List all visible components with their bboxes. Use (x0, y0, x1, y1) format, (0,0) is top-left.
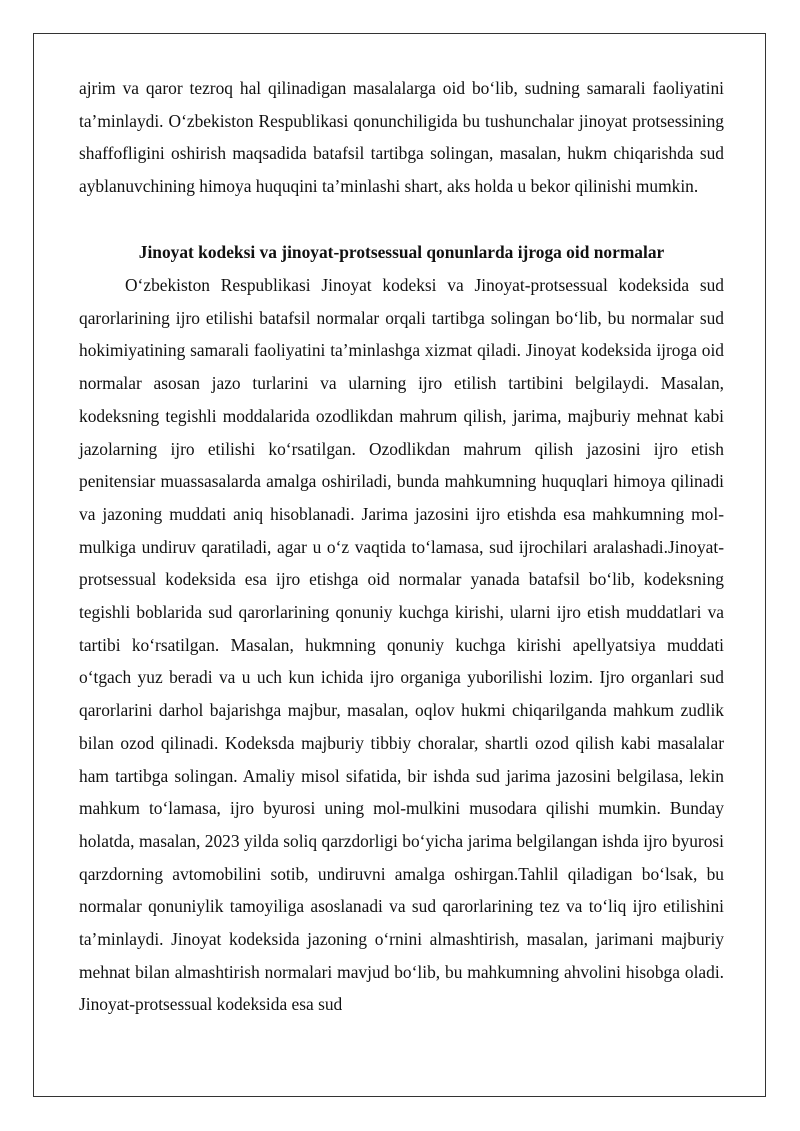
body-paragraph: O‘zbekiston Respublikasi Jinoyat kodeksi va Jinoyat-protsessual kodeksida sud qarorlarining ijro etilishi batafsil normalar orqali tartibga solingan bo‘lib, bu normalar sud hokimiyatining samarali faoliyatini ta’minlashga xizmat qiladi. Jinoyat kodeksida ijroga oid normalar asosan jazo turlarini va ularning ijro etilish tartibini belgilaydi. Masalan, kodeksning tegishli moddalarida ozodlikdan mahrum qilish, jarima, majburiy mehnat kabi jazolarning ijro etilishi ko‘rsatilgan. Ozodlikdan mahrum qilish jazosini ijro etish penitensiar muassasalarda amalga oshiriladi, bunda mahkumning huquqlari himoya qilinadi va jazoning muddati aniq hisoblanadi. Jarima jazosini ijro etishda esa mahkumning mol-mulkiga undiruv qaratiladi, agar u o‘z vaqtida to‘lamasa, sud ijrochilari aralashadi.Jinoyat-protsessual kodeksida esa ijro etishga oid normalar yanada batafsil bo‘lib, kodeksning tegishli boblarida sud qarorlarining qonuniy kuchga kirishi, ularni ijro etish muddatlari va tartibi ko‘rsatilgan. Masalan, hukmning qonuniy kuchga kirishi apellyatsiya muddati o‘tgach yuz beradi va u uch kun ichida ijro organiga yuborilishi lozim. Ijro organlari sud qarorlarini darhol bajarishga majbur, masalan, oqlov hukmi chiqarilganda mahkum zudlik bilan ozod qilinadi. Kodeksda majburiy tibbiy choralar, shartli ozod qilish kabi masalalar ham tartibga solingan. Amaliy misol sifatida, bir ishda sud jarima jazosini belgilasa, lekin mahkum to‘lamasa, ijro byurosi uning mol-mulkini musodara qilishi mumkin. Bunday holatda, masalan, 2023 yilda soliq qarzdorligi bo‘yicha jarima belgilangan ishda ijro byurosi qarzdorning avtomobilini sotib, undiruvni amalga oshirgan.Tahlil qiladigan bo‘lsak, bu normalar qonuniylik tamoyiliga asoslanadi va sud qarorlarining tez va to‘liq ijro etilishini ta’minlaydi. Jinoyat kodeksida jazoning o‘rnini almashtirish, masalan, jarimani majburiy mehnat bilan almashtirish normalari mavjud bo‘lib, bu mahkumning ahvolini hisobga oladi. Jinoyat-protsessual kodeksida esa sud (79, 275, 724, 1015)
section-heading: Jinoyat kodeksi va jinoyat-protsessual qonunlarda ijroga oid normalar (138, 242, 665, 262)
body-paragraph: ajrim va qaror tezroq hal qilinadigan masalalarga oid bo‘lib, sudning samarali faoliyatini ta’minlaydi. O‘zbekiston Respublikasi qonunchiligida bu tushunchalar jinoyat protsessining shaffofligini oshirish maqsadida batafsil tartibga solingan, masalan, hukm chiqarishda sud ayblanuvchining himoya huquqini ta’minlashi shart, aks holda u bekor qilinishi mumkin. (79, 78, 724, 197)
